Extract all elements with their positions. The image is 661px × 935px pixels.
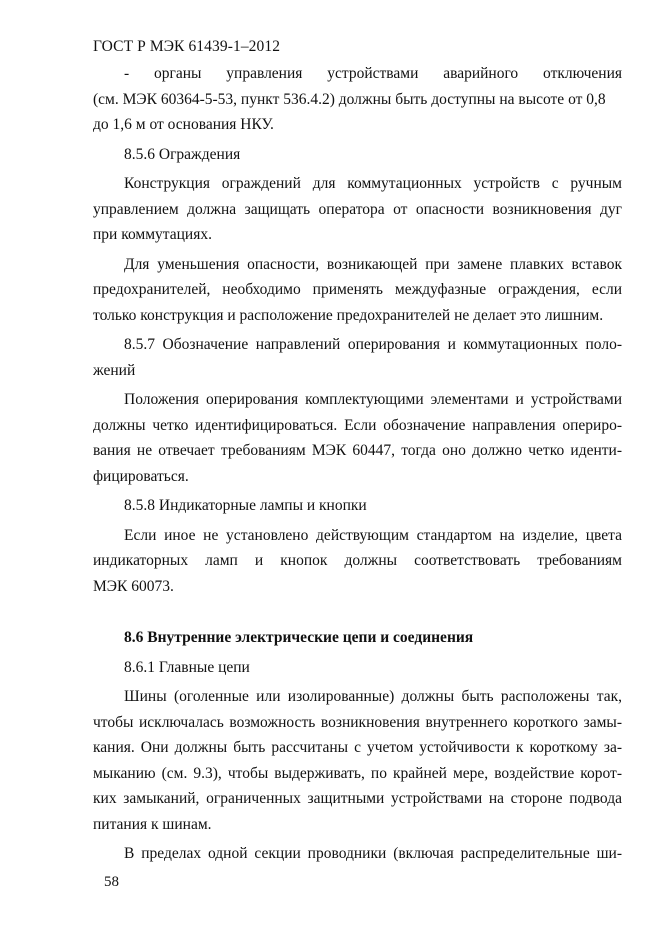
text-line: (см. МЭК 60364-5-53, пункт 536.4.2) должны быть доступны на высоте от 0,8 [93, 90, 606, 108]
text-line: чтобы исключалась возможность возникновения внутреннего короткого замы- [93, 713, 622, 731]
page-number: 58 [104, 874, 119, 890]
text-line: вания не отвечает требованиям МЭК 60447, тогда оно должно четко иденти- [93, 442, 622, 459]
paragraph-operating-positions [93, 387, 622, 489]
paragraph-guards-construction [93, 171, 622, 248]
text-line: предохранителей, необходимо применять междуфазные ограждения, если [93, 281, 622, 298]
text-line: ких замыканий, ограниченных защитными устройствами на стороне подвода [93, 790, 622, 807]
section-title: жений [93, 361, 136, 379]
text-line: только конструкция и расположение предохранителей не делает это лишним. [93, 306, 604, 324]
document-body [93, 61, 622, 867]
section-8-5-6-heading [93, 142, 622, 168]
paragraph-busbars [93, 684, 622, 837]
text-line: фицироваться. [93, 467, 189, 485]
text-line: мыканию (см. 9.3), чтобы выдерживать, по крайней мере, воздействие корот- [93, 764, 622, 782]
text-line: МЭК 60073. [93, 577, 174, 595]
text-line: управлением должна защищать оператора от опасности возникновения дуг [93, 200, 622, 218]
text-line: Конструкция ограждений для коммутационных устройств с ручным [124, 175, 622, 192]
paragraph-conductors [93, 841, 622, 867]
section-title: 8.5.7 Обозначение направлений оперирования и коммутационных поло- [124, 336, 622, 353]
text-line: при коммутациях. [93, 226, 212, 243]
text-line: питания к шинам. [93, 815, 212, 833]
section-title: 8.6 Внутренние электрические цепи и соединения [124, 629, 474, 646]
text-line: должны четко идентифицироваться. Если обозначение направления опериро- [93, 416, 622, 434]
paragraph-fuse-replacement [93, 252, 622, 329]
paragraph-emergency-controls [93, 61, 622, 138]
text-line: индикаторных ламп и кнопок должны соответствовать требованиям [93, 552, 622, 569]
text-line: до 1,6 м от основания НКУ. [93, 116, 274, 133]
text-line: Положения оперирования комплектующими элементами и устройствами [124, 391, 622, 408]
document-header: ГОСТ Р МЭК 61439-1–2012 [93, 38, 281, 55]
text-line: - органы управления устройствами аварийного отключения [124, 65, 622, 82]
section-8-6-1-heading [93, 655, 622, 681]
text-line: Шины (оголенные или изолированные) должны быть расположены так, [124, 688, 622, 705]
text-line: Если иное не установлено действующим стандартом на изделие, цвета [124, 526, 622, 544]
text-line: кания. Они должны быть рассчитаны с учетом устойчивости к короткому за- [93, 739, 622, 756]
section-title: 8.5.8 Индикаторные лампы и кнопки [124, 497, 367, 514]
text-line: Для уменьшения опасности, возникающей при замене плавких вставок [124, 255, 622, 273]
section-title: 8.6.1 Главные цепи [124, 658, 250, 676]
paragraph-indicator-colours [93, 523, 622, 600]
section-8-5-8-heading [93, 493, 622, 519]
text-line: В пределах одной секции проводники (включая распределительные ши- [124, 845, 622, 862]
section-8-6-heading [93, 625, 622, 651]
section-title: 8.5.6 Ограждения [124, 145, 241, 163]
section-8-5-7-heading [93, 332, 622, 383]
